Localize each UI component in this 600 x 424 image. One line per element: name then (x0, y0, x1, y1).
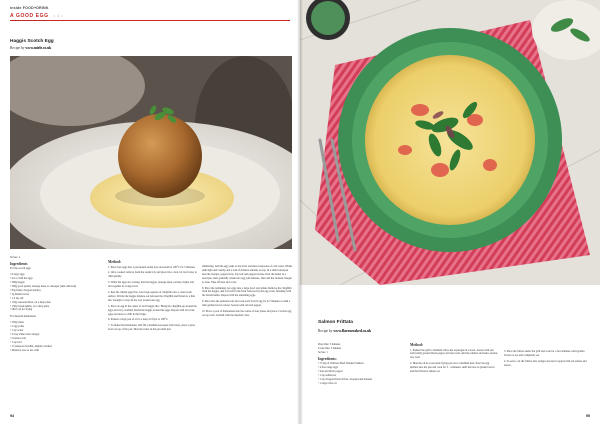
recipe-credit-link[interactable]: www.flavoursoked.co.uk (333, 329, 372, 333)
method-column-1 (410, 343, 498, 376)
method-step: 4. Peel the chilled eggs first, four large squares of clingfilm onto a clean work surface. Divide the haggis mixture out between the clingfilm and flatten to a thin disc enough to wrap all the way around one egg. (108, 291, 195, 302)
list-item: • Ice to chill the eggs (10, 277, 33, 281)
scotch-egg-illustration (10, 56, 292, 249)
section-tag: • 1 • (53, 14, 64, 18)
method-column-1 (108, 260, 198, 334)
list-item: • 300g haggis (10, 281, 25, 285)
list-item: • Salt and black pepper (318, 370, 343, 374)
list-item: • 150g seasoned flour, on a deep plate (10, 300, 51, 304)
section-heading (10, 13, 63, 19)
recipe-credit (10, 46, 51, 50)
method-heading: Method: (410, 343, 424, 347)
ingredients-heading: Ingredients (10, 261, 28, 266)
method-step: simmering. Add the egg yolks to the bowl and three teaspoons of cold water. Whisk until light and creamy and a trail of mixture remains on top. In a small saucepan heat the vinegar, peppercorns, bay leaf and pepper berries. Pour the butter in a saucepan, then gradually whisk into egg yolk mixture, then add the strained vinegar to taste. Take off heat and cover. (202, 265, 293, 284)
recipe-title: Haggis Scotch Egg (10, 39, 54, 44)
method-step: 10. Place a pool of hollandaise into the centre of four plates and place a Scotch egg on top each. Garnish with the mustard cress. (202, 310, 292, 317)
recipe-credit (318, 329, 371, 333)
recipe-title: Salmon Frittata (318, 320, 353, 325)
list-item: • 75 mg of Waitrose Beef Smoked Salmon (318, 362, 364, 366)
method-column-2 (504, 350, 588, 370)
list-item: • 3g Ramsi leaves (10, 292, 30, 296)
ingredients-list (318, 362, 402, 385)
method-step: 2. Heat the oil in a non-stick frying pan over a medium heat. Pour the egg mixture into the pan and cook for 3 - 4 minutes, until the base is golden brown and the frittata is almost set. (410, 362, 495, 374)
list-item: • 1 tsp sunflower (318, 373, 337, 377)
meta-line: Prep time: 5 minutes (318, 343, 341, 346)
list-item: • 2 egg yolks (10, 325, 25, 329)
frittata (365, 55, 535, 225)
list-item: • Olive oil for frying (10, 308, 33, 312)
list-item: • 1 large olive oil (318, 381, 337, 385)
list-item: • 2 tbsp white wine vinegar (10, 333, 40, 336)
ingredients-list (10, 321, 96, 352)
method-step: 3. While the eggs are cooling, mix the haggis, sausage meat, parsley, thyme and salt together in a large bowl. (108, 281, 194, 289)
page-number: 94 (10, 414, 14, 418)
method-step: 9. Place into the preheated oil and cook each Scotch egg for 6-7 minutes or until a dark golden brown colour. Season with salt and pepper. (202, 300, 291, 308)
method-step: 4. To serve, cut the frittata into wedges and serve topped with red onions and leaves. (504, 359, 587, 367)
list-item: • 150g breadcrumbs, on a deep plate (10, 304, 50, 308)
method-heading: Method: (108, 260, 122, 264)
list-item: • 1 tsp lard (10, 340, 22, 344)
method-step: 7. To make the hollandaise, half fill a medium saucepan with water, place a glass bowl on top of the pan. Heat the water in the pan until just (108, 324, 195, 332)
scotch-egg-photo (10, 56, 292, 249)
list-item: • 4 free range eggs (318, 366, 339, 370)
method-step: 2. Once cooked, remove from the steam tray and place into a bowl of iced water to chill quickly. (108, 271, 197, 279)
recipe-credit-label: Recipe by (10, 46, 25, 50)
method-step: 8. Place the remaining two eggs into a large bowl and whisk. Remove the clingfilm from the haggis, and roll well in the flour followed by the egg wash, finishing with the breadcrumbs. Repeat with the remaining eggs. (202, 286, 292, 298)
list-item: • 1-2 tsp salt (10, 296, 24, 300)
serves-text: Serves: 4 (10, 256, 20, 259)
ingredients-column (10, 256, 96, 353)
meta-line: Serves: 1 (318, 350, 328, 354)
list-item: • 15 teaspoon lecithin, slightly crushed (10, 344, 52, 348)
ingredients-heading: Ingredients: (318, 356, 337, 361)
list-item: • 300g good quality sausage meat or sausages (skin removed) (10, 285, 77, 289)
method-step: 1. Preheat the grill to medium. Place the asparagus in a bowl, season with salt and freshly ground black pepper and beat well. Add the salmon and leeks, beaten, toss well. (410, 348, 498, 360)
list-item: • Cracked corn (10, 336, 27, 340)
recipe-credit-link[interactable]: www.miele.co.uk (25, 46, 52, 50)
magazine-label: inside FOOD+DRINK (10, 6, 49, 10)
section-divider (10, 20, 290, 21)
list-item: • Mustard, rose to use with (10, 348, 39, 352)
page-number: 95 (586, 414, 590, 418)
list-item: • 1 tsp chopped fresh chives, chopped and drained (318, 377, 372, 381)
spine-shadow (297, 0, 303, 424)
list-item: • 6 large eggs (10, 273, 25, 277)
ingredients-subheading: For mustard hollandaise (10, 315, 36, 319)
method-step: 6. Preheat a large pan of oil to a deep fat fryer to 180°C. (108, 318, 169, 322)
method-column-2 (202, 265, 292, 320)
ingredients-column (318, 343, 402, 386)
list-item: • 1 tsp water (10, 329, 24, 333)
list-item: • 85g finely chopped parsley (10, 288, 41, 292)
right-page (300, 0, 600, 424)
method-step: 3. Place the frittata under the grill and cook for a few minutes, until golden brown on top and completely set. (504, 350, 585, 357)
ingredients-subheading: For the scotch eggs (10, 267, 31, 271)
recipe-credit-label: Recipe by (318, 329, 333, 333)
ingredients-list (10, 273, 96, 312)
section-title: A GOOD EGG (10, 13, 49, 19)
method-step: 1. Place four eggs into a pan heated steam tray and steam at 100°C for 5 minutes. (108, 265, 196, 269)
frittata-illustration (300, 0, 600, 285)
list-item: • 250g butter (10, 321, 24, 325)
meta-line: Cook time: 5 minutes (318, 346, 342, 350)
frittata-photo (300, 0, 600, 285)
method-step: 5. Place an egg in the centre of each haggis disc. Bring the clingfilm up around the eggs and very carefully mould the haggis around the eggs. Repeat with all of the eggs and leave to chill in the fridge. (108, 304, 197, 316)
